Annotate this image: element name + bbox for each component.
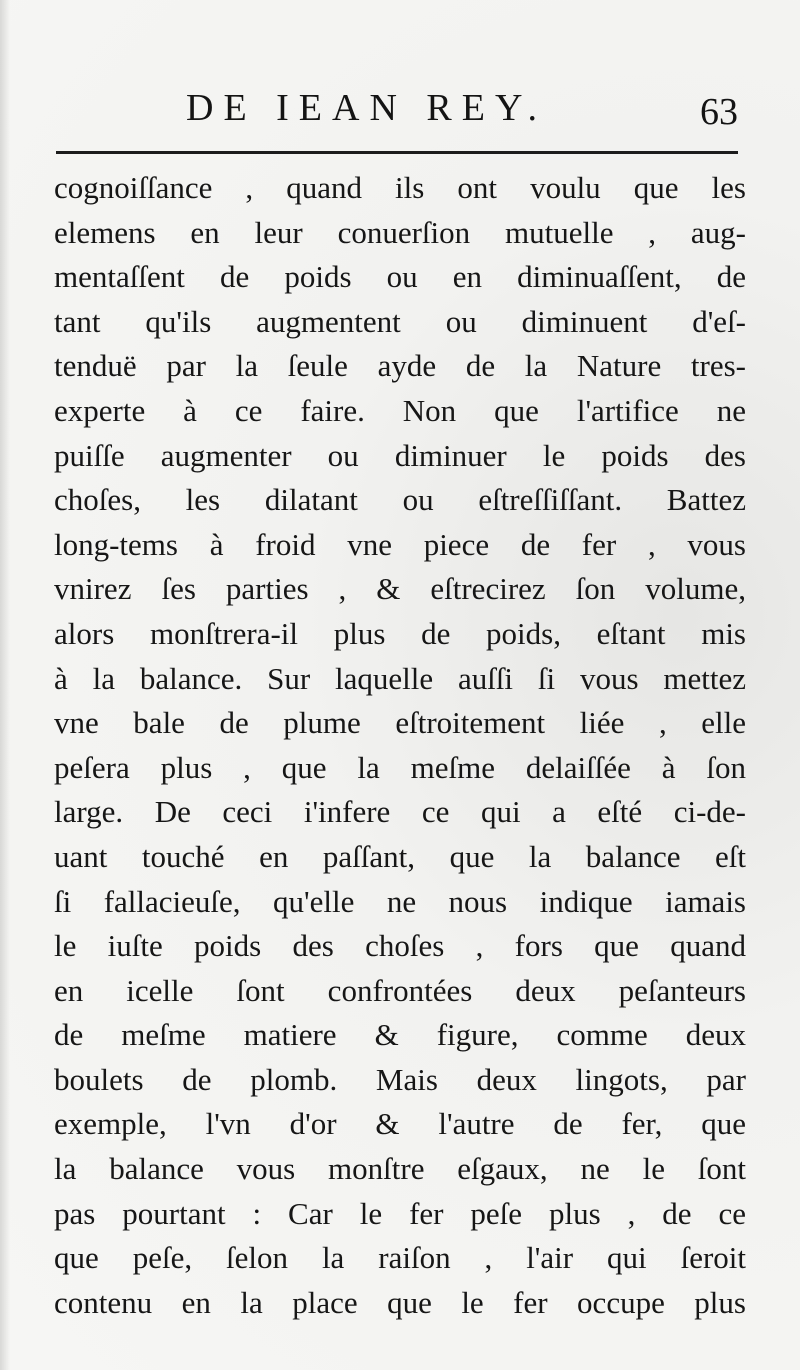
text-line: boulets de plomb. Mais deux lingots, par bbox=[54, 1061, 746, 1097]
text-line: exemple, l'vn d'or & l'autre de fer, que bbox=[54, 1106, 746, 1142]
text-line: la balance vous monſtre eſgaux, ne le ſont bbox=[54, 1151, 746, 1187]
text-line: tenduë par la ſeule ayde de la Nature tres- bbox=[54, 348, 746, 384]
text-line: à la balance. Sur laquelle auſſi ſi vous mettez bbox=[54, 660, 746, 696]
text-line: elemens en leur conuerſion mutuelle , aug- bbox=[54, 214, 746, 250]
header-rule bbox=[56, 151, 738, 154]
page-number: 63 bbox=[700, 91, 738, 133]
text-line: choſes, les dilatant ou eſtreſſiſſant. Battez bbox=[54, 482, 746, 518]
text-line: que peſe, ſelon la raiſon , l'air qui ſeroit bbox=[54, 1240, 746, 1276]
page-edge-shadow bbox=[0, 0, 10, 1370]
text-line: uant touché en paſſant, que la balance eſt bbox=[54, 838, 746, 874]
text-line: contenu en la place que le fer occupe plus bbox=[54, 1284, 746, 1320]
text-line: tant qu'ils augmentent ou diminuent d'eſ- bbox=[54, 303, 746, 339]
running-title: DE IEAN REY. bbox=[186, 87, 548, 129]
text-line: peſera plus , que la meſme delaiſſée à ſon bbox=[54, 749, 746, 785]
text-line: vne bale de plume eſtroitement liée , elle bbox=[54, 705, 746, 741]
text-line: en icelle ſont confrontées deux peſanteurs bbox=[54, 972, 746, 1008]
text-line: large. De ceci i'infere ce qui a eſté ci-de- bbox=[54, 794, 746, 830]
text-line: cognoiſſance , quand ils ont voulu que les bbox=[54, 170, 746, 205]
text-line: mentaſſent de poids ou en diminuaſſent, de bbox=[54, 259, 746, 295]
text-line: alors monſtrera-il plus de poids, eſtant mis bbox=[54, 615, 746, 651]
page-header bbox=[0, 86, 800, 136]
text-line: vnirez ſes parties , & eſtrecirez ſon volume, bbox=[54, 571, 746, 607]
text-line: le iuſte poids des choſes , fors que quand bbox=[54, 928, 746, 964]
text-line: de meſme matiere & figure, comme deux bbox=[54, 1017, 746, 1053]
text-line: pas pourtant : Car le fer peſe plus , de ce bbox=[54, 1195, 746, 1231]
text-line: puiſſe augmenter ou diminuer le poids des bbox=[54, 437, 746, 473]
text-line: long-tems à froid vne piece de fer , vous bbox=[54, 526, 746, 562]
text-line: ſi fallacieuſe, qu'elle ne nous indique iamais bbox=[54, 883, 746, 919]
body-text bbox=[54, 166, 746, 1325]
text-line: experte à ce faire. Non que l'artifice ne bbox=[54, 392, 746, 428]
